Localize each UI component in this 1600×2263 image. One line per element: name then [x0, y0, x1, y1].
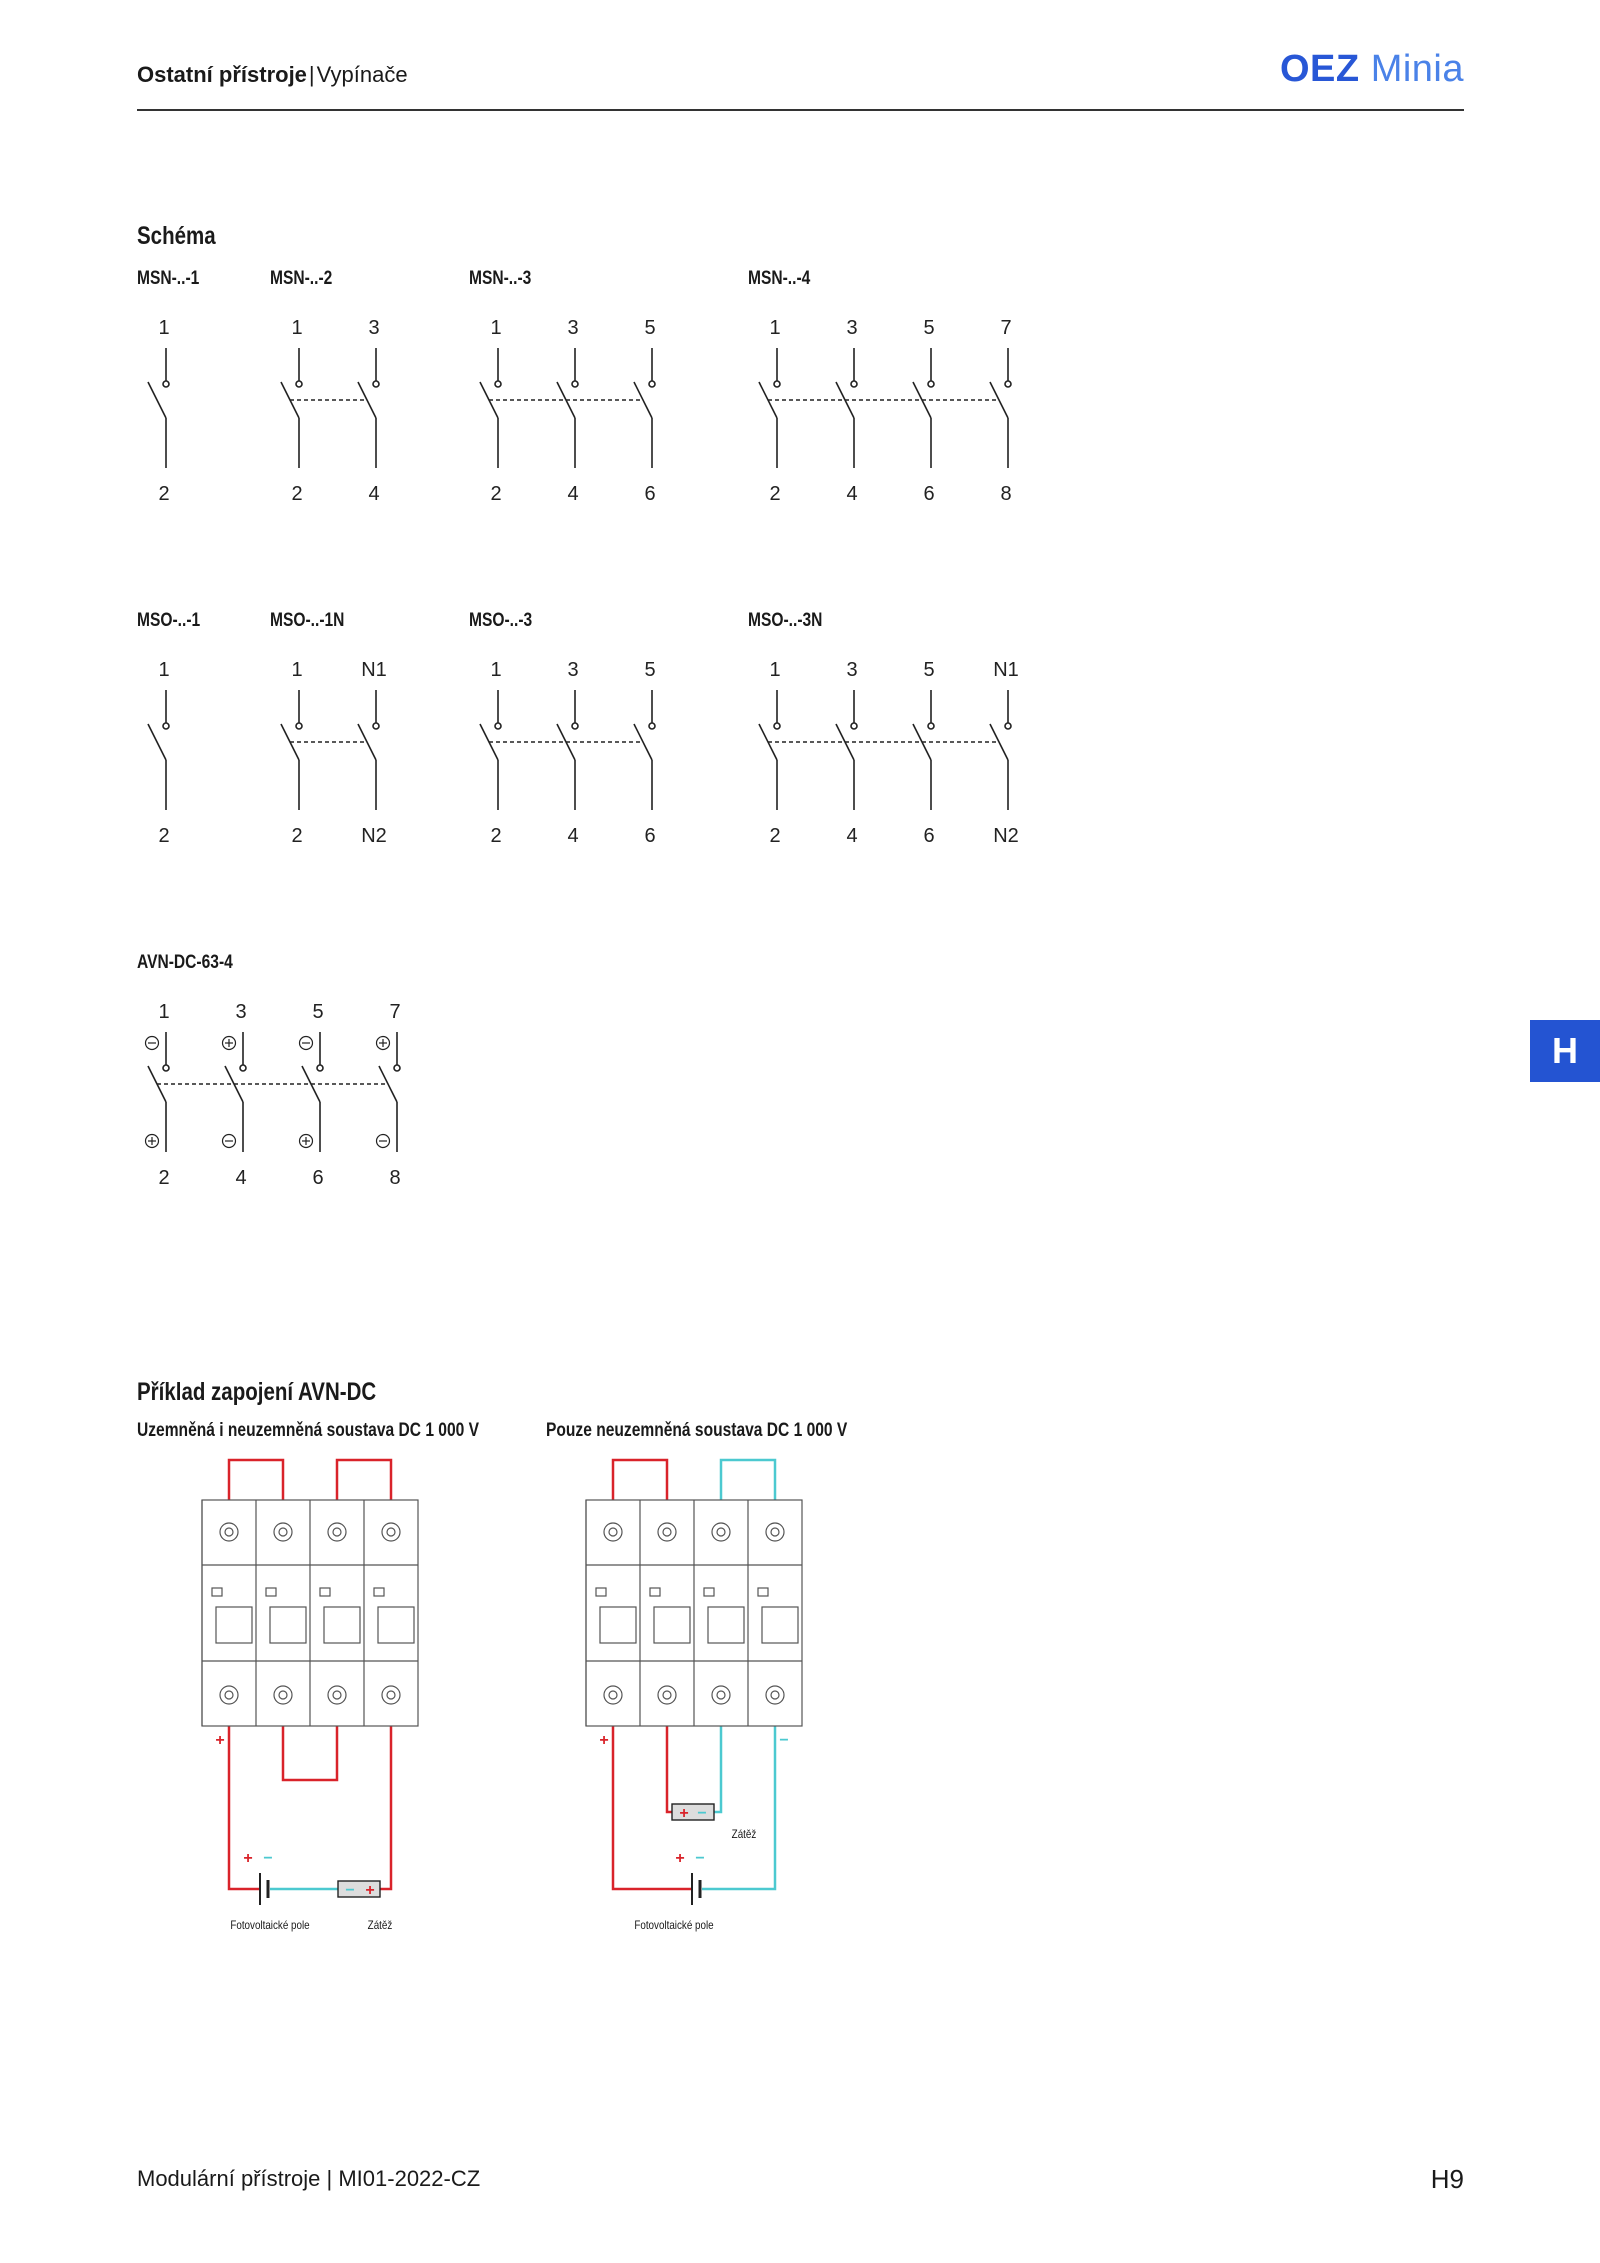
- minus-sign: −: [345, 1882, 355, 1899]
- switch-pole: [759, 690, 780, 810]
- wire-top-link-negative: [721, 1460, 775, 1500]
- switch-pole: [990, 348, 1011, 468]
- wire-top-link-positive: [613, 1460, 667, 1500]
- schema-mso-3-svg: [469, 610, 683, 850]
- terminal-top: 5: [312, 1001, 324, 1023]
- terminal-bottom: 2: [291, 825, 303, 847]
- terminal-top: 1: [158, 659, 170, 681]
- minus-polarity-icon: [300, 1037, 313, 1050]
- terminal-top: N1: [361, 659, 387, 681]
- switch-pole: [836, 690, 857, 810]
- terminal-bottom: 6: [644, 483, 656, 505]
- schema-avn-dc-label: AVN-DC-63-4: [137, 952, 233, 973]
- terminal-top: 3: [846, 317, 858, 339]
- terminal-top: 7: [1000, 317, 1012, 339]
- switch-pole: [913, 690, 934, 810]
- switch-pole: [358, 690, 379, 810]
- example-title: Příklad zapojení AVN-DC: [137, 1378, 377, 1406]
- schema-msn-4-label: MSN-..-4: [748, 268, 811, 289]
- header-breadcrumb: [137, 62, 408, 88]
- schema-mso-1-label: MSO-..-1: [137, 610, 201, 631]
- breaker-body: [586, 1500, 802, 1726]
- schema-msn-1-label: MSN-..-1: [137, 268, 200, 289]
- terminal-top: 1: [769, 659, 781, 681]
- terminal-bottom: 4: [567, 825, 579, 847]
- terminal-bottom: 2: [769, 825, 781, 847]
- minus-polarity-icon: [377, 1135, 390, 1148]
- left-caption: Uzemněná i neuzemněná soustava DC 1 000 V: [137, 1420, 480, 1441]
- terminal-top: 3: [567, 659, 579, 681]
- terminal-top: 1: [158, 1001, 170, 1023]
- schema-msn-4-svg: [748, 268, 1039, 508]
- header-rule: [137, 109, 1464, 111]
- switch-pole: [913, 348, 934, 468]
- header-separator: |: [308, 62, 315, 87]
- minus-sign: −: [779, 1732, 789, 1749]
- switch-pole: [281, 690, 302, 810]
- terminal-bottom: 6: [312, 1167, 324, 1189]
- wiring-right-svg: [584, 1455, 824, 1955]
- logo-brand: OEZ: [1280, 48, 1360, 90]
- terminal-bottom: 8: [389, 1167, 401, 1189]
- terminal-bottom: 4: [567, 483, 579, 505]
- plus-sign: +: [599, 1732, 609, 1749]
- wiring-left-svg: [200, 1455, 440, 1955]
- wiring-diagram-grounded: [200, 1455, 440, 1955]
- load-label-left: Zátěž: [367, 1918, 393, 1932]
- page-number: H9: [1430, 2164, 1464, 2194]
- pv-label-right: Fotovoltaické pole: [634, 1918, 714, 1932]
- plus-sign: +: [365, 1882, 375, 1899]
- terminal-bottom: 2: [490, 483, 502, 505]
- schema-msn-3-label: MSN-..-3: [469, 268, 532, 289]
- right-caption: Pouze neuzemněná soustava DC 1 000 V: [546, 1420, 848, 1441]
- terminal-bottom: 2: [158, 483, 170, 505]
- minus-polarity-icon: [146, 1037, 159, 1050]
- plus-sign: +: [675, 1850, 685, 1867]
- load-label-right: Zátěž: [731, 1827, 757, 1841]
- minus-sign: −: [697, 1805, 707, 1822]
- terminal-bottom: 4: [235, 1167, 247, 1189]
- terminal-top: 3: [235, 1001, 247, 1023]
- header-category: Ostatní přístroje: [137, 62, 307, 87]
- schema-msn-1-svg: [137, 268, 200, 508]
- switch-pole: [990, 690, 1011, 810]
- schema-avn-dc-svg: [137, 952, 428, 1192]
- schema-mso-4-svg: [748, 610, 1039, 850]
- terminal-bottom: 8: [1000, 483, 1012, 505]
- wiring-diagram-ungrounded: [584, 1455, 824, 1955]
- switch-pole: [634, 690, 655, 810]
- terminal-bottom: 4: [846, 483, 858, 505]
- minus-sign: −: [263, 1850, 273, 1867]
- terminal-top: 3: [567, 317, 579, 339]
- plus-sign: +: [679, 1805, 689, 1822]
- wire-load-positive: [380, 1726, 391, 1889]
- plus-sign: +: [243, 1850, 253, 1867]
- wire-bottom-link: [283, 1726, 337, 1780]
- switch-pole: [281, 348, 302, 468]
- terminal-bottom: 2: [158, 1167, 170, 1189]
- switch-pole: [557, 348, 578, 468]
- terminal-top: 5: [644, 659, 656, 681]
- terminal-top: N1: [993, 659, 1019, 681]
- plus-polarity-icon: [300, 1135, 313, 1148]
- switch-pole: [148, 348, 169, 468]
- terminal-bottom: 2: [158, 825, 170, 847]
- terminal-top: 5: [923, 317, 935, 339]
- terminal-bottom: 6: [923, 483, 935, 505]
- plus-sign: +: [215, 1732, 225, 1749]
- terminal-top: 1: [769, 317, 781, 339]
- schema-mso-1-svg: [137, 610, 197, 850]
- schema-msn-3-svg: [469, 268, 683, 508]
- plus-polarity-icon: [377, 1037, 390, 1050]
- terminal-bottom: 6: [923, 825, 935, 847]
- terminal-top: 1: [158, 317, 170, 339]
- schema-mso-3-label: MSO-..-3: [469, 610, 533, 631]
- switch-pole: [557, 690, 578, 810]
- load-symbol: [672, 1804, 714, 1820]
- plus-polarity-icon: [146, 1135, 159, 1148]
- plus-polarity-icon: [223, 1037, 236, 1050]
- terminal-top: 1: [490, 659, 502, 681]
- wire-top-link-a: [229, 1460, 283, 1500]
- terminal-top: 5: [644, 317, 656, 339]
- schema-mso-2-svg: [270, 610, 407, 850]
- wire-load-positive: [667, 1726, 672, 1812]
- schema-mso-4-label: MSO-..-3N: [748, 610, 823, 631]
- footer-doc-ref: Modulární přístroje | MI01-2022-CZ: [137, 2166, 481, 2191]
- terminal-top: 5: [923, 659, 935, 681]
- switch-pole: [759, 348, 780, 468]
- switch-pole: [358, 348, 379, 468]
- switch-pole: [480, 348, 501, 468]
- switch-pole: [836, 348, 857, 468]
- pv-array-symbol: [692, 1873, 700, 1905]
- switch-pole: [148, 690, 169, 810]
- terminal-top: 1: [291, 317, 303, 339]
- terminal-bottom: 4: [368, 483, 380, 505]
- schema-msn-2-svg: [270, 268, 407, 508]
- minus-polarity-icon: [223, 1135, 236, 1148]
- terminal-bottom: 2: [769, 483, 781, 505]
- pv-array-symbol: [260, 1873, 268, 1905]
- terminal-top: 1: [490, 317, 502, 339]
- breaker-body: [202, 1500, 418, 1726]
- wire-top-link-b: [337, 1460, 391, 1500]
- wire-load-negative: [714, 1726, 721, 1812]
- terminal-top: 3: [846, 659, 858, 681]
- switch-pole: [480, 690, 501, 810]
- pv-label-left: Fotovoltaické pole: [230, 1918, 310, 1932]
- terminal-bottom: N2: [361, 825, 387, 847]
- schema-msn-2-label: MSN-..-2: [270, 268, 333, 289]
- terminal-top: 1: [291, 659, 303, 681]
- minus-sign: −: [695, 1850, 705, 1867]
- logo-product: Minia: [1370, 48, 1464, 90]
- terminal-bottom: N2: [993, 825, 1019, 847]
- terminal-bottom: 6: [644, 825, 656, 847]
- terminal-top: 3: [368, 317, 380, 339]
- terminal-bottom: 4: [846, 825, 858, 847]
- schema-title: Schéma: [137, 222, 216, 250]
- section-tab: H: [1530, 1020, 1600, 1082]
- oez-minia-logo: [1280, 48, 1464, 91]
- schema-mso-2-label: MSO-..-1N: [270, 610, 345, 631]
- header-subcategory: Vypínače: [316, 62, 408, 87]
- terminal-bottom: 2: [291, 483, 303, 505]
- switch-pole: [634, 348, 655, 468]
- terminal-bottom: 2: [490, 825, 502, 847]
- terminal-top: 7: [389, 1001, 401, 1023]
